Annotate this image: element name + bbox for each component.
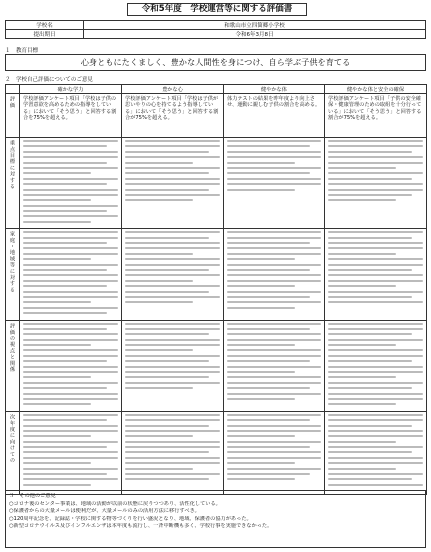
section-2-heading: ２ 学校自己評価についてのご意見 — [5, 77, 93, 83]
section-3-heading: ３ その他のご意見 — [9, 493, 56, 499]
cell-text-block — [224, 138, 325, 229]
cell-text-block — [122, 411, 224, 494]
document-title: 令和5年度 学校運営等に関する評価書 — [127, 3, 307, 16]
cell-text-block — [20, 411, 122, 494]
cell-text-block — [20, 320, 122, 411]
cell-text-block — [20, 138, 122, 229]
cell-text-block — [122, 229, 224, 320]
column-header-body: 健やかな体 — [224, 85, 325, 94]
submission-date-value: 令和6年3月8日 — [84, 30, 426, 39]
column-header-heart: 豊かな心 — [122, 85, 224, 94]
row-label-evaluation: 評価 — [6, 94, 20, 138]
evaluation-header-row — [6, 85, 427, 94]
goal-academic: 学校評価アンケート項目「学校は子供の学習意欲を高めるための指導をしている」において「そう思う」と回答する割合を75%を超える。 — [20, 94, 122, 138]
corner-cell — [6, 85, 20, 94]
cell-text-block — [325, 320, 427, 411]
cell-text-block — [20, 229, 122, 320]
school-name-value: 和歌山市立四箇郷小学校 — [84, 21, 426, 30]
section-1-heading: １ 教育目標 — [5, 48, 39, 54]
row-label-viewpoint: 評価の視点と関係 — [6, 320, 20, 411]
evaluation-row-3 — [6, 320, 427, 411]
evaluation-row-1 — [6, 138, 427, 229]
goal-row — [6, 94, 427, 138]
evaluation-table — [5, 84, 427, 495]
school-name-row — [6, 21, 426, 30]
row-label-next-year: 次年度に向けての — [6, 411, 20, 494]
cell-text-block — [122, 138, 224, 229]
cell-text-block — [224, 229, 325, 320]
column-header-safety: 健やかな体と安全の確保 — [325, 85, 427, 94]
cell-text-block — [122, 320, 224, 411]
row-label-family: 家庭・地域等に対する — [6, 229, 20, 320]
cell-text-block — [325, 411, 427, 494]
submission-date-label: 提出期日 — [6, 30, 84, 39]
opinion-line-1: ○コロナ後のセンター事業は、地域の活動が以前の状態に戻りつつあり、活性化している。 — [9, 500, 221, 507]
goal-heart: 学校評価アンケート項目「学校は子供が思いやりの心を持てるよう指導している」において「そう思う」と回答する割合が75%を超える。 — [122, 94, 224, 138]
column-header-academic: 確かな学力 — [20, 85, 122, 94]
evaluation-table-wrapper — [5, 84, 426, 487]
cell-text-block — [224, 320, 325, 411]
goal-safety: 学校評価アンケート項目「子供の安全確保・健康管理のための取組を十分行っている」において「そう思う」と回答する割合が75%を超える。 — [325, 94, 427, 138]
education-goal: 心身ともにたくましく、豊かな人間性を身につけ、自ら学ぶ子供を育てる — [5, 54, 426, 71]
opinion-line-4: ○新型コロナウイルス及びインフルエンザは本年度も流行し、一斉中断機も多く、学校行事を実施できなかった。 — [9, 523, 273, 530]
evaluation-row-4 — [6, 411, 427, 494]
goal-body: 体力テストの結果を昨年度より向上させ、運動に親しむ子供の割合を高める。 — [224, 94, 325, 138]
row-label-focus: 重点目標に対する — [6, 138, 20, 229]
cell-text-block — [224, 411, 325, 494]
opinion-line-3: ○120周年記念を、記録誌・学校に関する物等づくりを行い盛況となり、地域、保護者の協力があった。 — [9, 515, 252, 522]
opinion-line-2: ○保護者からの大量メールは便利だが、大量メールのみの活用方法に移行すべき。 — [9, 508, 200, 515]
submission-date-row — [6, 30, 426, 39]
evaluation-document — [2, 2, 429, 550]
other-opinions-box — [5, 490, 426, 548]
cell-text-block — [325, 138, 427, 229]
school-info-table — [5, 20, 426, 39]
cell-text-block — [325, 229, 427, 320]
evaluation-row-2 — [6, 229, 427, 320]
school-name-label: 学校名 — [6, 21, 84, 30]
